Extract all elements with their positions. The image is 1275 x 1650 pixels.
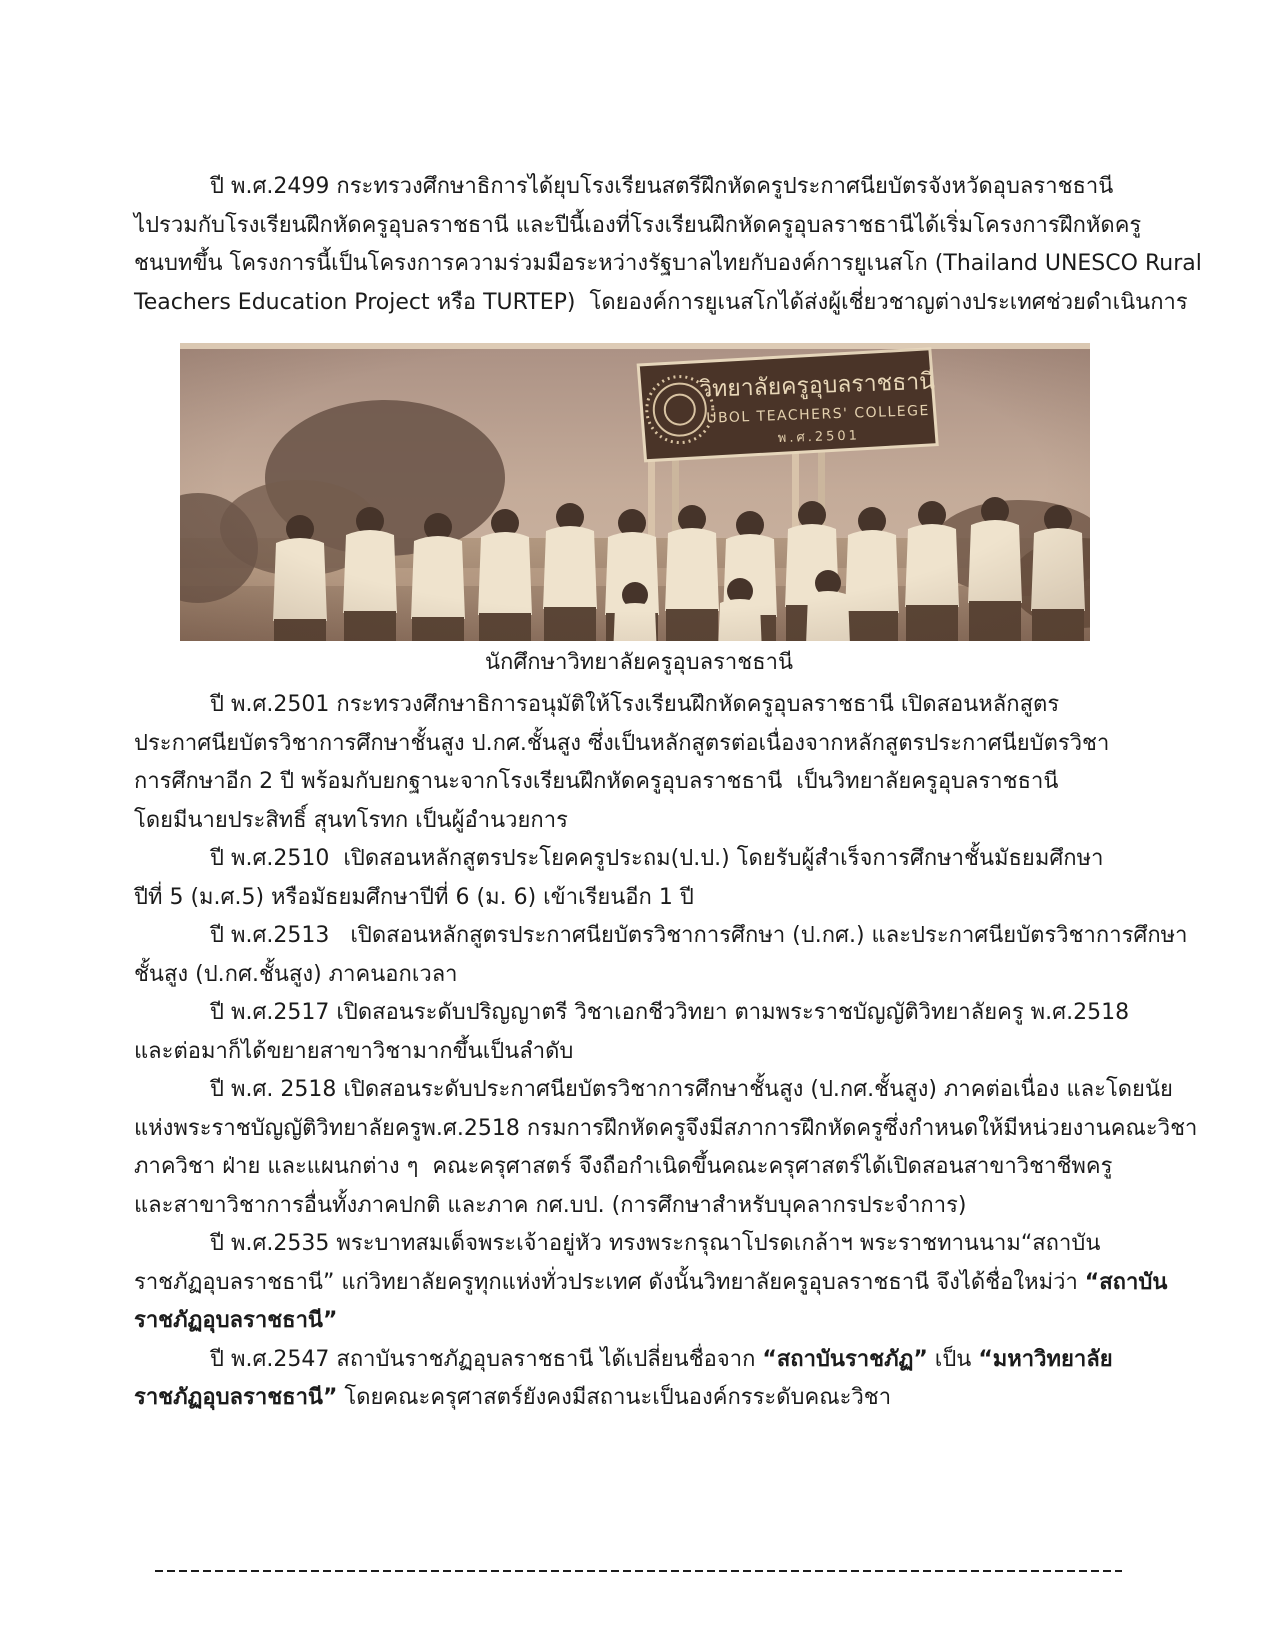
text-run: ราชภัฏอุบลราชธานี” แก่วิทยาลัยครูทุกแห่งทั่วประเทศ ดังนั้นวิทยาลัยครูอุบลราชธานี จึงได้ชื่อใหม่ว่า [134,1269,1085,1295]
paragraph [134,840,1144,917]
text-line [134,1110,1198,1149]
text-line [134,763,1144,802]
text-line [134,1225,1144,1264]
text-run: ชนบทขึ้น โครงการนี้เป็นโครงการความร่วมมือระหว่างรัฐบาลไทยกับองค์การยูเนสโก (Thailand UNESCO Rural [134,251,1202,276]
paragraph [134,686,1144,840]
paragraph [134,1225,1168,1341]
separator-line [155,1570,1122,1572]
text-line [134,840,1144,879]
text-line [134,686,1144,725]
paragraph [134,1071,1198,1225]
paragraph [134,1341,1144,1418]
text-run: Teachers Education Project หรือ TURTEP) โดยองค์การยูเนสโกได้ส่งผู้เชี่ยวชาญต่างประเทศช่วยดำเนินการ [134,289,1188,315]
text-run: ประกาศนียบัตรวิชาการศึกษาชั้นสูง ป.กศ.ชั้นสูง ซึ่งเป็นหลักสูตรต่อเนื่องจากหลักสูตรประกาศนียบัตรวิชา [134,730,1110,756]
text-run: ปีที่ 5 (ม.ศ.5) หรือมัธยมศึกษาปีที่ 6 (ม. 6) เข้าเรียนอีก 1 ปี [134,884,694,910]
text-line [134,725,1144,764]
text-line [134,917,1188,956]
text-run: และสาขาวิชาการอื่นทั้งภาคปกติ และภาค กศ.บป. (การศึกษาสำหรับบุคลากรประจำการ) [134,1192,967,1218]
text-line [134,879,1144,918]
paragraph [134,994,1144,1071]
text-run: ราชภัฏอุบลราชธานี” [134,1308,338,1333]
text-line [134,1302,1144,1341]
text-run: และต่อมาก็ได้ขยายสาขาวิชามากขึ้นเป็นลำดับ [134,1038,574,1064]
photo-illustration [180,343,1090,641]
text-line [134,1148,1144,1187]
text-run: ปี พ.ศ. 2518 เปิดสอนระดับประกาศนียบัตรวิชาการศึกษาชั้นสูง (ป.กศ.ชั้นสูง) ภาคต่อเนื่อง และโดยนัย [210,1077,1173,1102]
text-run: ภาควิชา ฝ่าย และแผนกต่าง ๆ คณะครุศาสตร์ จึงถือกำเนิดขึ้นคณะครุศาสตร์ได้เปิดสอนสาขาวิชาชีพครู [134,1154,1113,1179]
text-run: “มหาวิทยาลัย [978,1346,1113,1372]
paragraph [134,917,1188,994]
text-run: ปี พ.ศ.2499 กระทรวงศึกษาธิการได้ยุบโรงเรียนสตรีฝึกหัดครูประกาศนียบัตรจังหวัดอุบลราชธานี [210,174,1114,199]
text-run: โดยคณะครุศาสตร์ยังคงมีสถานะเป็นองค์กรระดับคณะวิชา [337,1385,892,1410]
text-run: การศึกษาอีก 2 ปี พร้อมกับยกฐานะจากโรงเรียนฝึกหัดครูอุบลราชธานี เป็นวิทยาลัยครูอุบลราชธานี [134,769,1059,794]
text-line [134,1341,1144,1380]
text-line [134,1071,1173,1110]
photo-caption: นักศึกษาวิทยาลัยครูอุบลราชธานี [484,650,794,675]
text-run: ปี พ.ศ.2547 สถาบันราชภัฏอุบลราชธานี ได้เปลี่ยนชื่อจาก [210,1346,763,1372]
text-line [134,168,1144,207]
text-line [134,1033,1144,1072]
text-run: ปี พ.ศ.2510 เปิดสอนหลักสูตรประโยคครูประถม(ป.ป.) โดยรับผู้สำเร็จการศึกษาชั้นมัธยมศึกษา [210,846,1104,871]
text-run: ปี พ.ศ.2517 เปิดสอนระดับปริญญาตรี วิชาเอกชีววิทยา ตามพระราชบัญญัติวิทยาลัยครู พ.ศ.2518 [210,1000,1130,1025]
text-line [134,1264,1168,1303]
paragraphs-before-photo [134,168,1202,322]
paragraphs-after-photo [134,686,1198,1418]
text-run: ราชภัฏอุบลราชธานี” [134,1385,338,1410]
text-run: “สถาบัน [1084,1269,1168,1295]
text-run: ชั้นสูง (ป.กศ.ชั้นสูง) ภาคนอกเวลา [134,961,458,987]
text-line [134,245,1202,284]
text-line [134,994,1144,1033]
text-line [134,1379,1144,1418]
text-run: ปี พ.ศ.2535 พระบาทสมเด็จพระเจ้าอยู่หัว ทรงพระกรุณาโปรดเกล้าฯ พระราชทานนาม“สถาบัน [210,1231,1101,1256]
text-line [134,802,1144,841]
text-line [134,956,1144,995]
text-run: แห่งพระราชบัญญัติวิทยาลัยครูพ.ศ.2518 กรมการฝึกหัดครูจึงมีสภาการฝึกหัดครูซึ่งกำหนดให้มีหน่วยงานคณะวิชา [134,1115,1198,1141]
text-line [134,207,1144,246]
text-run: เป็น [927,1346,979,1372]
paragraph [134,168,1202,322]
text-run: ปี พ.ศ.2513 เปิดสอนหลักสูตรประกาศนียบัตรวิชาการศึกษา (ป.กศ.) และประกาศนียบัตรวิชาการศึกษา [210,923,1188,948]
text-run: ปี พ.ศ.2501 กระทรวงศึกษาธิการอนุมัติให้โรงเรียนฝึกหัดครูอุบลราชธานี เปิดสอนหลักสูตร [210,692,1060,717]
text-run: “สถาบันราชภัฏ” [762,1346,928,1372]
text-line [134,1187,1144,1226]
text-line [134,284,1188,323]
historical-photo [180,343,1090,641]
text-run: โดยมีนายประสิทธิ์ สุนทโรทก เป็นผู้อำนวยการ [134,807,568,833]
text-run: ไปรวมกับโรงเรียนฝึกหัดครูอุบลราชธานี และปีนี้เองที่โรงเรียนฝึกหัดครูอุบลราชธานีได้เริ่มโครงการฝึกหัดครู [134,212,1142,238]
